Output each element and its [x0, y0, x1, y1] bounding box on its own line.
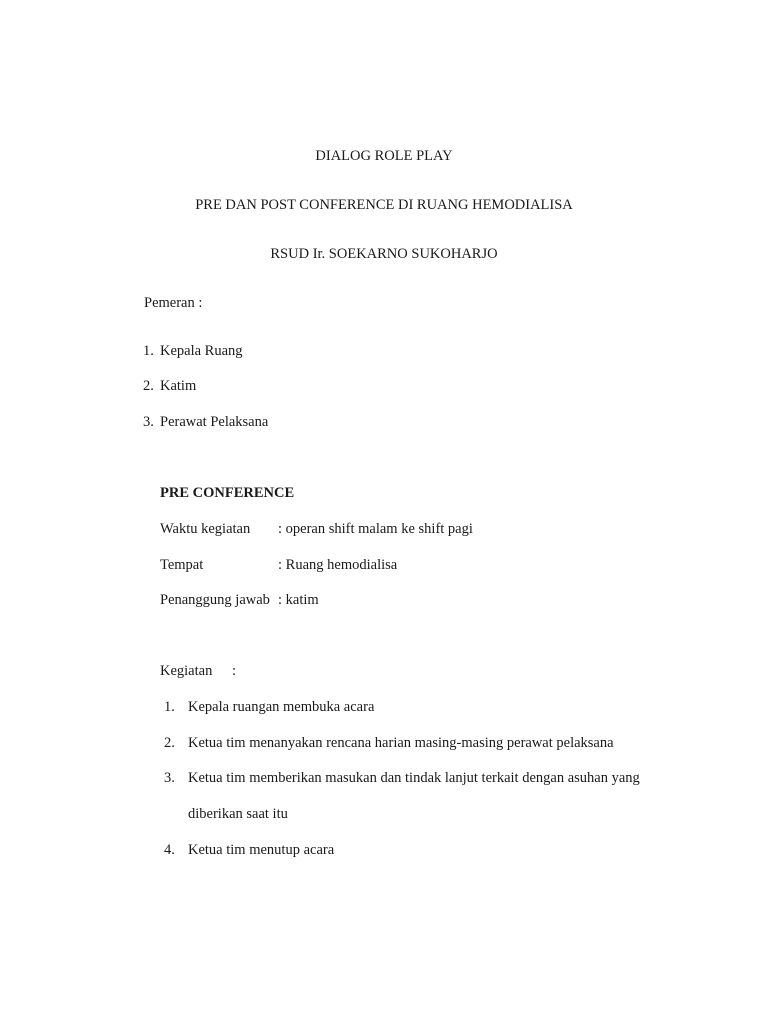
cast-item-number: 2.: [143, 378, 154, 394]
cast-label: Pemeran :: [144, 295, 203, 311]
detail-row: [160, 556, 397, 574]
activity-number: 1.: [164, 699, 175, 715]
activity-item: [164, 841, 334, 859]
activity-text: Ketua tim menutup acara: [188, 842, 335, 858]
detail-row: [160, 591, 319, 609]
activity-text: diberikan saat itu: [188, 806, 288, 822]
activity-text: Ketua tim menanyakan rencana harian masing-masing perawat pelaksana: [188, 735, 614, 751]
activities-colon: :: [232, 663, 237, 679]
detail-value: : Ruang hemodialisa: [278, 557, 398, 573]
activity-number: 4.: [164, 842, 175, 858]
cast-item-text: Perawat Pelaksana: [160, 414, 269, 430]
cast-item-number: 1.: [143, 343, 154, 359]
activity-item: [164, 698, 374, 716]
detail-label: Penanggung jawab: [160, 592, 270, 608]
cast-item-text: Kepala Ruang: [160, 343, 243, 359]
activity-number: 3.: [164, 770, 175, 786]
document-title: DIALOG ROLE PLAY: [315, 148, 453, 164]
activity-text: Ketua tim memberikan masukan dan tindak lanjut terkait dengan asuhan yang: [188, 770, 640, 786]
cast-item-number: 3.: [143, 414, 154, 430]
cast-item: [143, 413, 268, 431]
cast-item: [143, 377, 196, 395]
activities-label: Kegiatan: [160, 663, 213, 679]
detail-row: [160, 520, 473, 538]
activity-item-continuation: [164, 805, 288, 823]
section-heading: PRE CONFERENCE: [160, 485, 295, 501]
activity-number: 2.: [164, 735, 175, 751]
activities-label-row: [160, 662, 236, 680]
detail-label: Tempat: [160, 557, 204, 573]
cast-item: [143, 342, 243, 360]
activity-item: [164, 734, 614, 752]
detail-label: Waktu kegiatan: [160, 521, 251, 537]
cast-item-text: Katim: [160, 378, 197, 394]
hospital-name: RSUD Ir. SOEKARNO SUKOHARJO: [270, 246, 498, 262]
activity-item: [164, 769, 640, 787]
activity-text: Kepala ruangan membuka acara: [188, 699, 375, 715]
detail-value: : operan shift malam ke shift pagi: [278, 521, 473, 537]
detail-value: : katim: [278, 592, 319, 608]
document-subtitle: PRE DAN POST CONFERENCE DI RUANG HEMODIALISA: [195, 197, 573, 213]
